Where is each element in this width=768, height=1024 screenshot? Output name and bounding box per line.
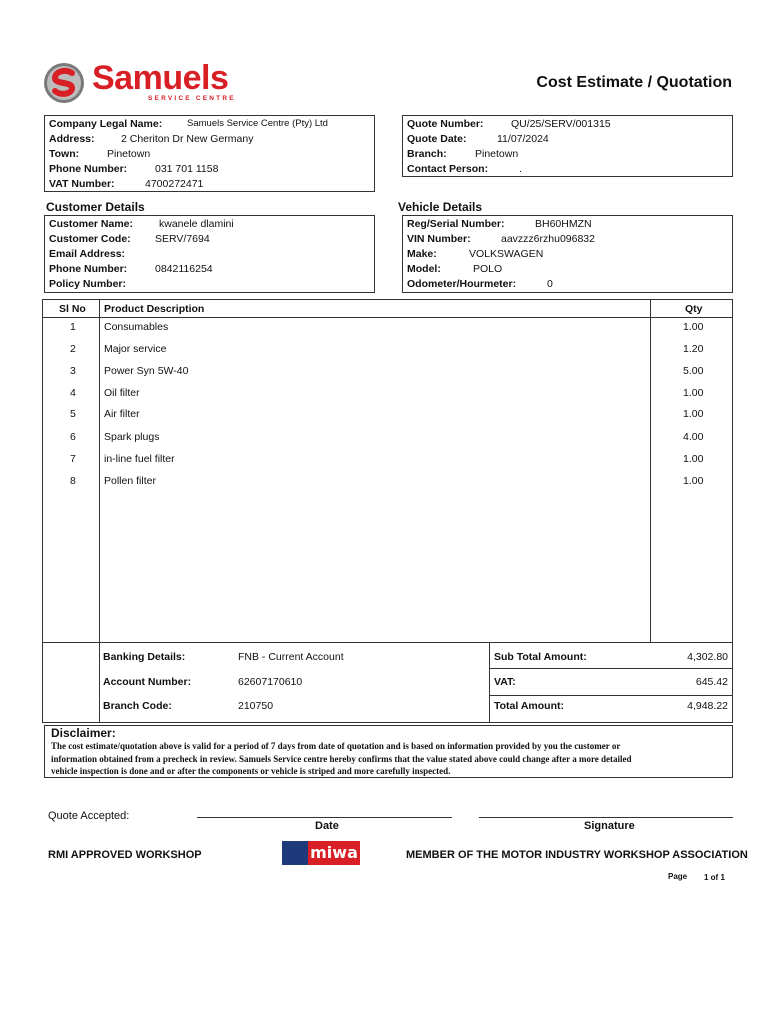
vehicle-vin-row — [407, 233, 595, 245]
vat-label: VAT: — [494, 676, 516, 688]
brand-subtitle: SERVICE CENTRE — [148, 95, 236, 102]
row-description: Pollen filter — [104, 475, 156, 487]
member-association-text: MEMBER OF THE MOTOR INDUSTRY WORKSHOP ASSOCIATION — [406, 849, 748, 861]
samuels-s-emblem-icon — [42, 60, 86, 106]
vehicle-odometer-label: Odometer/Hourmeter: — [407, 278, 517, 290]
customer-details-heading: Customer Details — [46, 200, 145, 214]
quote-branch-label: Branch: — [407, 148, 447, 160]
company-address-value: 2 Cheriton Dr New Germany — [121, 133, 254, 145]
signature-label: Signature — [584, 820, 635, 832]
vehicle-vin-value: aavzzz6rzhu096832 — [501, 233, 595, 245]
vehicle-model-row — [407, 263, 503, 275]
vehicle-details-heading: Vehicle Details — [398, 200, 483, 214]
company-town-value: Pinetown — [107, 148, 151, 160]
customer-phone-label: Phone Number: — [49, 263, 128, 275]
date-label: Date — [315, 820, 339, 832]
vehicle-make-row — [407, 248, 544, 260]
subtotal-value: 4,302.80 — [687, 651, 728, 663]
customer-name-value: kwanele dlamini — [159, 218, 234, 230]
row-qty: 1.20 — [683, 343, 704, 355]
brand-logo — [42, 60, 242, 106]
company-phone-label: Phone Number: — [49, 163, 128, 175]
company-details-box — [44, 115, 375, 192]
vehicle-make-label: Make: — [407, 248, 437, 260]
vehicle-vin-label: VIN Number: — [407, 233, 471, 245]
company-legal-name-label: Company Legal Name: — [49, 118, 163, 130]
row-slno: 7 — [70, 453, 76, 465]
customer-code-row — [49, 233, 210, 245]
quote-date-row — [407, 133, 549, 145]
quote-number-label: Quote Number: — [407, 118, 484, 130]
company-vat-label: VAT Number: — [49, 178, 115, 190]
company-town-label: Town: — [49, 148, 80, 160]
row-qty: 1.00 — [683, 408, 704, 420]
total-amount-value: 4,948.22 — [687, 700, 728, 712]
company-vat-row — [49, 178, 204, 190]
quote-accepted-label: Quote Accepted: — [48, 810, 130, 822]
row-qty: 5.00 — [683, 365, 704, 377]
quote-branch-value: Pinetown — [475, 148, 519, 160]
row-slno: 8 — [70, 475, 76, 487]
disclaimer-heading: Disclaimer: — [51, 726, 116, 740]
subtotal-label: Sub Total Amount: — [494, 651, 587, 663]
quote-number-row — [407, 118, 611, 130]
rmi-approved-text: RMI APPROVED WORKSHOP — [48, 849, 202, 861]
customer-phone-value: 0842116254 — [155, 263, 213, 275]
vehicle-reg-value: BH60HMZN — [535, 218, 592, 230]
row-qty: 4.00 — [683, 431, 704, 443]
page-label: Page — [668, 872, 688, 881]
row-description: Consumables — [104, 321, 169, 333]
customer-name-row — [49, 218, 234, 230]
company-vat-value: 4700272471 — [145, 178, 204, 190]
vehicle-odometer-row — [407, 278, 553, 290]
rmi-badge-icon — [282, 841, 308, 865]
customer-email-row — [49, 248, 125, 260]
row-description: Air filter — [104, 408, 140, 420]
vat-value: 645.42 — [695, 676, 728, 688]
col-header-qty: Qty — [685, 303, 703, 315]
customer-name-label: Customer Name: — [49, 218, 134, 230]
row-slno: 2 — [70, 343, 76, 355]
company-legal-name-row — [49, 118, 328, 130]
miwa-badge — [308, 841, 360, 865]
customer-phone-row — [49, 263, 213, 275]
row-qty: 1.00 — [683, 387, 704, 399]
customer-details-box — [44, 215, 375, 293]
total-amount-label: Total Amount: — [494, 700, 564, 712]
customer-code-label: Customer Code: — [49, 233, 131, 245]
row-slno: 3 — [70, 365, 76, 377]
disclaimer-line-3: vehicle inspection is done and or after the components or vehicle is striped and more carefully inspected. — [51, 766, 451, 776]
banking-details-label: Banking Details: — [103, 651, 186, 663]
row-qty: 1.00 — [683, 321, 704, 333]
customer-policy-label: Policy Number: — [49, 278, 127, 290]
row-description: Power Syn 5W-40 — [104, 365, 189, 377]
company-phone-row — [49, 163, 219, 175]
vehicle-model-label: Model: — [407, 263, 441, 275]
vehicle-make-value: VOLKSWAGEN — [469, 248, 544, 260]
banking-details-value: FNB - Current Account — [238, 651, 344, 663]
company-address-row — [49, 133, 254, 145]
quote-branch-row — [407, 148, 519, 160]
row-description: Spark plugs — [104, 431, 160, 443]
disclaimer-line-1: The cost estimate/quotation above is valid for a period of 7 days from date of quotation and is based on information provided by you the customer or — [51, 741, 621, 751]
row-qty: 1.00 — [683, 475, 704, 487]
col-header-description: Product Description — [104, 303, 205, 315]
row-slno: 4 — [70, 387, 76, 399]
page-value: 1 of 1 — [704, 873, 725, 882]
vehicle-details-box — [402, 215, 733, 293]
date-signature-line — [197, 817, 452, 818]
vehicle-reg-row — [407, 218, 592, 230]
vehicle-reg-label: Reg/Serial Number: — [407, 218, 505, 230]
quote-number-value: QU/25/SERV/001315 — [511, 118, 611, 130]
quote-date-value: 11/07/2024 — [497, 133, 549, 145]
document-title: Cost Estimate / Quotation — [536, 74, 732, 91]
company-legal-name-value: Samuels Service Centre (Pty) Ltd — [187, 118, 328, 129]
quote-details-box — [402, 115, 733, 177]
row-slno: 5 — [70, 408, 76, 420]
miwa-logo-text: miwa — [310, 843, 358, 862]
account-number-value: 62607170610 — [238, 676, 303, 688]
row-qty: 1.00 — [683, 453, 704, 465]
quote-date-label: Quote Date: — [407, 133, 467, 145]
company-address-label: Address: — [49, 133, 95, 145]
account-number-label: Account Number: — [103, 676, 192, 688]
row-description: Major service — [104, 343, 167, 355]
row-slno: 6 — [70, 431, 76, 443]
line-items-table — [42, 299, 733, 723]
vehicle-model-value: POLO — [473, 263, 503, 275]
col-header-slno: Sl No — [59, 303, 86, 315]
branch-code-value: 210750 — [238, 700, 274, 712]
vehicle-odometer-value: 0 — [547, 278, 553, 290]
customer-email-label: Email Address: — [49, 248, 126, 260]
miwa-logo — [282, 841, 360, 865]
row-slno: 1 — [70, 321, 76, 333]
row-description: Oil filter — [104, 387, 140, 399]
company-phone-value: 031 701 1158 — [155, 163, 219, 175]
disclaimer-line-2: information obtained from a precheck in review. Samuels Service centre hereby confirms that the value stated above could change after a more detailed — [51, 753, 632, 764]
quote-contact-label: Contact Person: — [407, 163, 489, 175]
branch-code-label: Branch Code: — [103, 700, 172, 712]
quote-contact-row — [407, 163, 522, 175]
customer-code-value: SERV/7694 — [155, 233, 210, 245]
company-town-row — [49, 148, 151, 160]
brand-name: Samuels — [92, 59, 229, 97]
row-description: in-line fuel filter — [104, 453, 175, 465]
quote-contact-value: . — [519, 163, 522, 175]
customer-policy-row — [49, 278, 126, 290]
signature-line — [479, 817, 733, 818]
disclaimer-box — [44, 725, 733, 778]
